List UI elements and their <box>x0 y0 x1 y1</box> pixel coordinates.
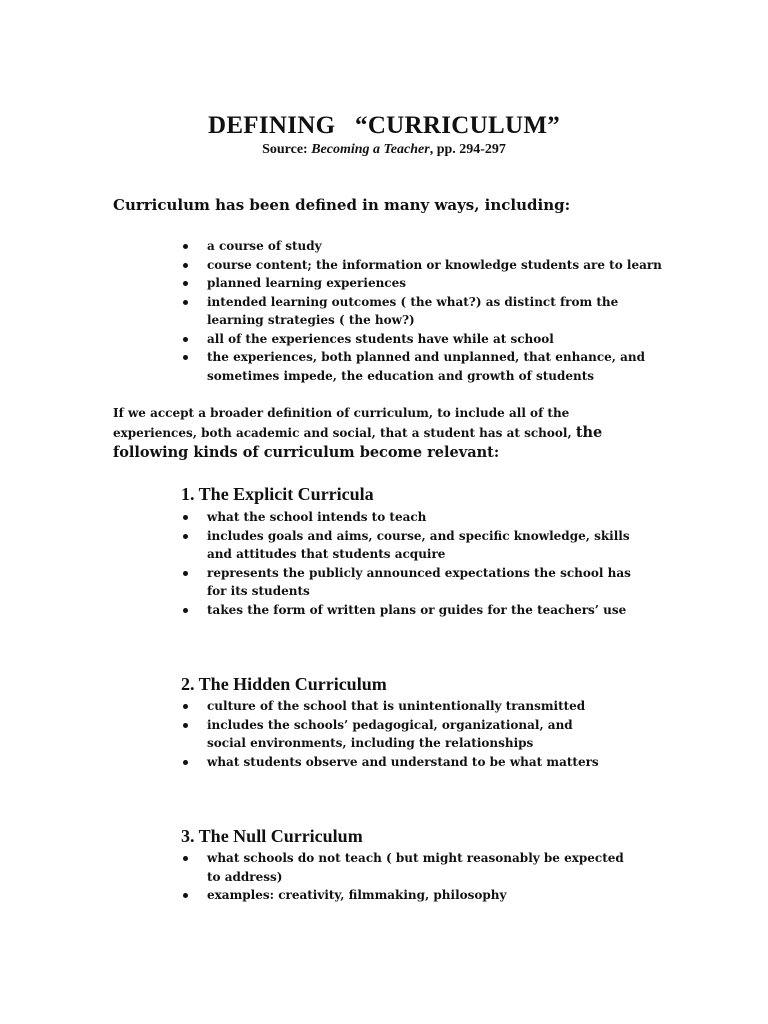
bullet-icon <box>183 355 188 360</box>
bullet-icon <box>183 244 188 249</box>
list-item: all of the experiences students have while at school <box>183 330 663 349</box>
paragraph-emphasis: the following kinds of curriculum become relevant: <box>113 424 603 461</box>
broader-definition-paragraph: If we accept a broader definition of curriculum, to include all of the experiences, both academic and social, that a student has at school, the following kinds of curriculum become relevant: <box>113 406 603 461</box>
section-heading-hidden: 2. The Hidden Curriculum <box>181 674 387 694</box>
section-heading-null: 3. The Null Curriculum <box>181 826 363 846</box>
bullet-icon <box>183 760 188 765</box>
bullet-icon <box>183 893 188 898</box>
list-item: examples: creativity, filmmaking, philosophy <box>183 886 633 905</box>
list-item: includes goals and aims, course, and specific knowledge, skills and attitudes that students acquire <box>183 527 643 564</box>
list-item: course content; the information or knowledge students are to learn <box>183 256 663 275</box>
source-book-title: Becoming a Teacher <box>311 142 430 157</box>
list-item: intended learning outcomes ( the what?) as distinct from the learning strategies ( the how?) <box>183 293 663 330</box>
list-item: culture of the school that is unintentionally transmitted <box>183 697 613 716</box>
list-item: includes the schools’ pedagogical, organizational, and social environments, including the relationships <box>183 716 613 753</box>
explicit-curricula-list <box>183 508 643 619</box>
bullet-icon <box>183 723 188 728</box>
bullet-icon <box>183 263 188 268</box>
hidden-curriculum-list <box>183 697 613 771</box>
document-title: DEFINING “CURRICULUM” <box>207 112 561 139</box>
list-item: takes the form of written plans or guides for the teachers’ use <box>183 601 643 620</box>
source-line <box>0 142 768 158</box>
bullet-icon <box>183 281 188 286</box>
definitions-list <box>183 237 663 385</box>
source-pages: , pp. 294-297 <box>429 142 506 157</box>
list-item: the experiences, both planned and unplanned, that enhance, and sometimes impede, the education and growth of students <box>183 348 663 385</box>
bullet-icon <box>183 608 188 613</box>
list-item: what the school intends to teach <box>183 508 643 527</box>
null-curriculum-list <box>183 849 633 905</box>
bullet-icon <box>183 704 188 709</box>
intro-heading: Curriculum has been defined in many ways, including: <box>113 196 571 214</box>
bullet-icon <box>183 534 188 539</box>
bullet-icon <box>183 515 188 520</box>
list-item: what students observe and understand to be what matters <box>183 753 613 772</box>
bullet-icon <box>183 571 188 576</box>
bullet-icon <box>183 856 188 861</box>
source-prefix: Source: <box>262 142 312 157</box>
bullet-icon <box>183 300 188 305</box>
list-item: planned learning experiences <box>183 274 663 293</box>
bullet-icon <box>183 337 188 342</box>
section-heading-explicit: 1. The Explicit Curricula <box>181 484 374 504</box>
list-item: what schools do not teach ( but might reasonably be expected to address) <box>183 849 633 886</box>
list-item: represents the publicly announced expectations the school has for its students <box>183 564 643 601</box>
list-item: a course of study <box>183 237 663 256</box>
